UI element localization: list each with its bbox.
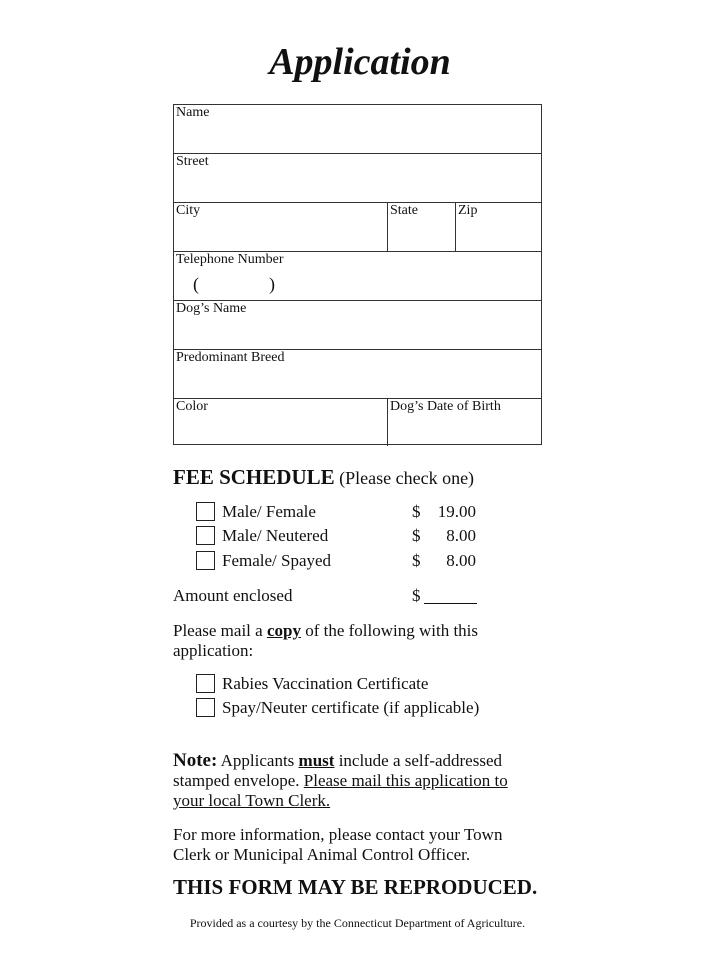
fee-schedule-title: FEE SCHEDULE	[173, 465, 335, 489]
checkbox[interactable]	[196, 698, 215, 717]
fee-option-label: Female/ Spayed	[222, 551, 332, 570]
fee-amount: 8.00	[446, 551, 476, 570]
city-field[interactable]	[174, 203, 387, 251]
mail-item-label: Rabies Vaccination Certificate	[222, 674, 429, 693]
breed-label: Predominant Breed	[176, 350, 285, 365]
color-field[interactable]	[174, 399, 387, 446]
color-dob-row	[174, 399, 541, 446]
area-code-open-paren: (	[193, 274, 199, 294]
fee-schedule-heading	[173, 465, 474, 490]
zip-field[interactable]	[455, 203, 541, 251]
fee-amount: 19.00	[437, 502, 476, 521]
checkbox[interactable]	[196, 551, 215, 570]
fee-currency: $	[412, 551, 421, 570]
note-paragraph	[173, 751, 538, 811]
amount-enclosed-currency: $	[412, 586, 421, 605]
checkbox[interactable]	[196, 502, 215, 521]
note-text: Applicants	[217, 751, 299, 770]
telephone-field[interactable]	[174, 252, 541, 301]
credit-line: Provided as a courtesy by the Connecticut Department of Agriculture.	[189, 916, 526, 930]
checkbox[interactable]	[196, 526, 215, 545]
reproduce-notice: THIS FORM MAY BE REPRODUCED.	[173, 875, 538, 899]
amount-enclosed-label: Amount enclosed	[173, 586, 293, 605]
dog-name-field[interactable]	[174, 301, 541, 350]
info-paragraph: For more information, please contact your Town Clerk or Municipal Animal Control Officer.	[173, 825, 503, 864]
dog-name-label: Dog’s Name	[176, 301, 247, 316]
state-field[interactable]	[387, 203, 455, 251]
note-label: Note:	[173, 750, 218, 771]
street-field[interactable]	[174, 154, 541, 203]
name-label: Name	[176, 105, 210, 120]
fee-amount: 8.00	[446, 526, 476, 545]
street-label: Street	[176, 154, 209, 169]
checkbox[interactable]	[196, 674, 215, 693]
note-text-mid: include a self-addressed stamped envelope.	[173, 751, 503, 790]
fee-currency: $	[412, 502, 421, 521]
fee-option-label: Male/ Female	[222, 502, 316, 521]
zip-label: Zip	[458, 203, 478, 218]
application-form	[173, 104, 542, 445]
page-title: Application	[269, 41, 451, 83]
dob-label: Dog’s Date of Birth	[390, 399, 501, 414]
city-label: City	[176, 203, 201, 218]
note-emphasis: must	[298, 751, 335, 770]
color-label: Color	[176, 399, 208, 414]
telephone-label: Telephone Number	[176, 252, 284, 267]
area-code-close-paren: )	[269, 274, 275, 294]
mail-intro-emphasis: copy	[266, 621, 301, 640]
note-instruction: Please mail this application to your local Town Clerk.	[173, 771, 508, 810]
amount-enclosed-input[interactable]	[424, 603, 477, 604]
breed-field[interactable]	[174, 350, 541, 399]
name-field[interactable]	[174, 105, 541, 154]
mail-intro-text-end: of the following with this application:	[173, 621, 479, 660]
dob-field[interactable]	[387, 399, 541, 446]
fee-option-label: Male/ Neutered	[222, 526, 329, 545]
fee-currency: $	[412, 526, 421, 545]
mail-intro-text: Please mail a	[173, 621, 267, 640]
state-label: State	[390, 203, 418, 218]
city-state-zip-row	[174, 203, 541, 252]
mail-instructions	[173, 621, 533, 661]
fee-schedule-subtitle: (Please check one)	[339, 468, 475, 488]
mail-item-label: Spay/Neuter certificate (if applicable)	[222, 698, 480, 717]
